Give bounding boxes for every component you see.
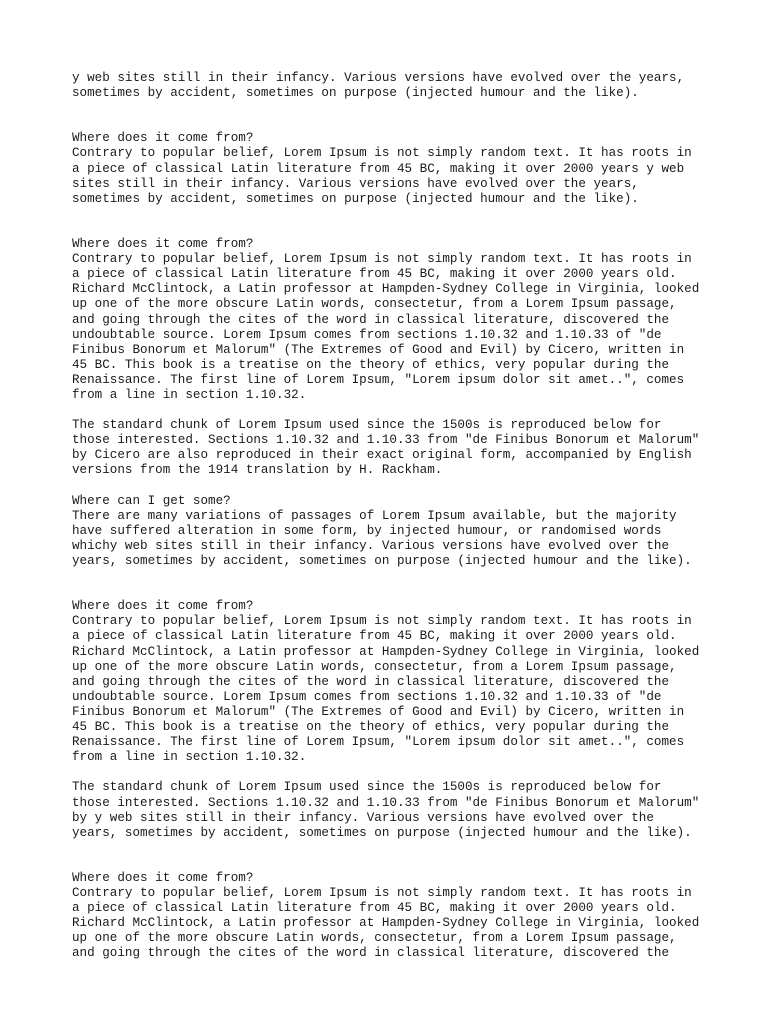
document-body-text: y web sites still in their infancy. Various versions have evolved over the years, sometimes by accident, sometimes on purpose (injected humour and the like). Where does it come from? Contrary to popular belief, Lorem Ipsum is not simply random text. It has roots in a piece of classical Latin literature from 45 BC, making it over 2000 years y web sites still in their infancy. Various versions have evolved over the years, sometimes by accident, sometimes on purpose (injected humour and the like). Where does it come from? Contrary to popular belief, Lorem Ipsum is not simply random text. It has roots in a piece of classical Latin literature from 45 BC, making it over 2000 years old. Richard McClintock, a Latin professor at Hampden-Sydney College in Virginia, looked up one of the more obscure Latin words, consectetur, from a Lorem Ipsum passage, and going through the cites of the word in classical literature, discovered the undoubtable source. Lorem Ipsum comes from sections 1.10.32 and 1.10.33 of "de Finibus Bonorum et Malorum" (The Extremes of Good and Evil) by Cicero, written in 45 BC. This book is a treatise on the theory of ethics, very popular during the Renaissance. The first line of Lorem Ipsum, "Lorem ipsum dolor sit amet..", comes from a line in section 1.10.32. The standard chunk of Lorem Ipsum used since the 1500s is reproduced below for those interested. Sections 1.10.32 and 1.10.33 from "de Finibus Bonorum et Malorum" by Cicero are also reproduced in their exact original form, accompanied by English versions from the 1914 translation by H. Rackham. Where can I get some? There are many variations of passages of Lorem Ipsum available, but the majority have suffered alteration in some form, by injected humour, or randomised words whichy web sites still in their infancy. Various versions have evolved over the years, sometimes by accident, sometimes on purpose (injected humour and the like). Where does it come from? Contrary to popular belief, Lorem Ipsum is not simply random text. It has roots in a piece of classical Latin literature from 45 BC, making it over 2000 years old. Richard McClintock, a Latin professor at Hampden-Sydney College in Virginia, looked up one of the more obscure Latin words, consectetur, from a Lorem Ipsum passage, and going through the cites of the word in classical literature, discovered the undoubtable source. Lorem Ipsum comes from sections 1.10.32 and 1.10.33 of "de Finibus Bonorum et Malorum" (The Extremes of Good and Evil) by Cicero, written in 45 BC. This book is a treatise on the theory of ethics, very popular during the Renaissance. The first line of Lorem Ipsum, "Lorem ipsum dolor sit amet..", comes from a line in section 1.10.32. The standard chunk of Lorem Ipsum used since the 1500s is reproduced below for those interested. Sections 1.10.32 and 1.10.33 from "de Finibus Bonorum et Malorum" by y web sites still in their infancy. Various versions have evolved over the years, sometimes by accident, sometimes on purpose (injected humour and the like). Where does it come from? Contrary to popular belief, Lorem Ipsum is not simply random text. It has roots in a piece of classical Latin literature from 45 BC, making it over 2000 years old. Richard McClintock, a Latin professor at Hampden-Sydney College in Virginia, looked up one of the more obscure Latin words, consectetur, from a Lorem Ipsum passage, and going through the cites of the word in classical literature, discovered the xyxy=(72,71,700,961)
